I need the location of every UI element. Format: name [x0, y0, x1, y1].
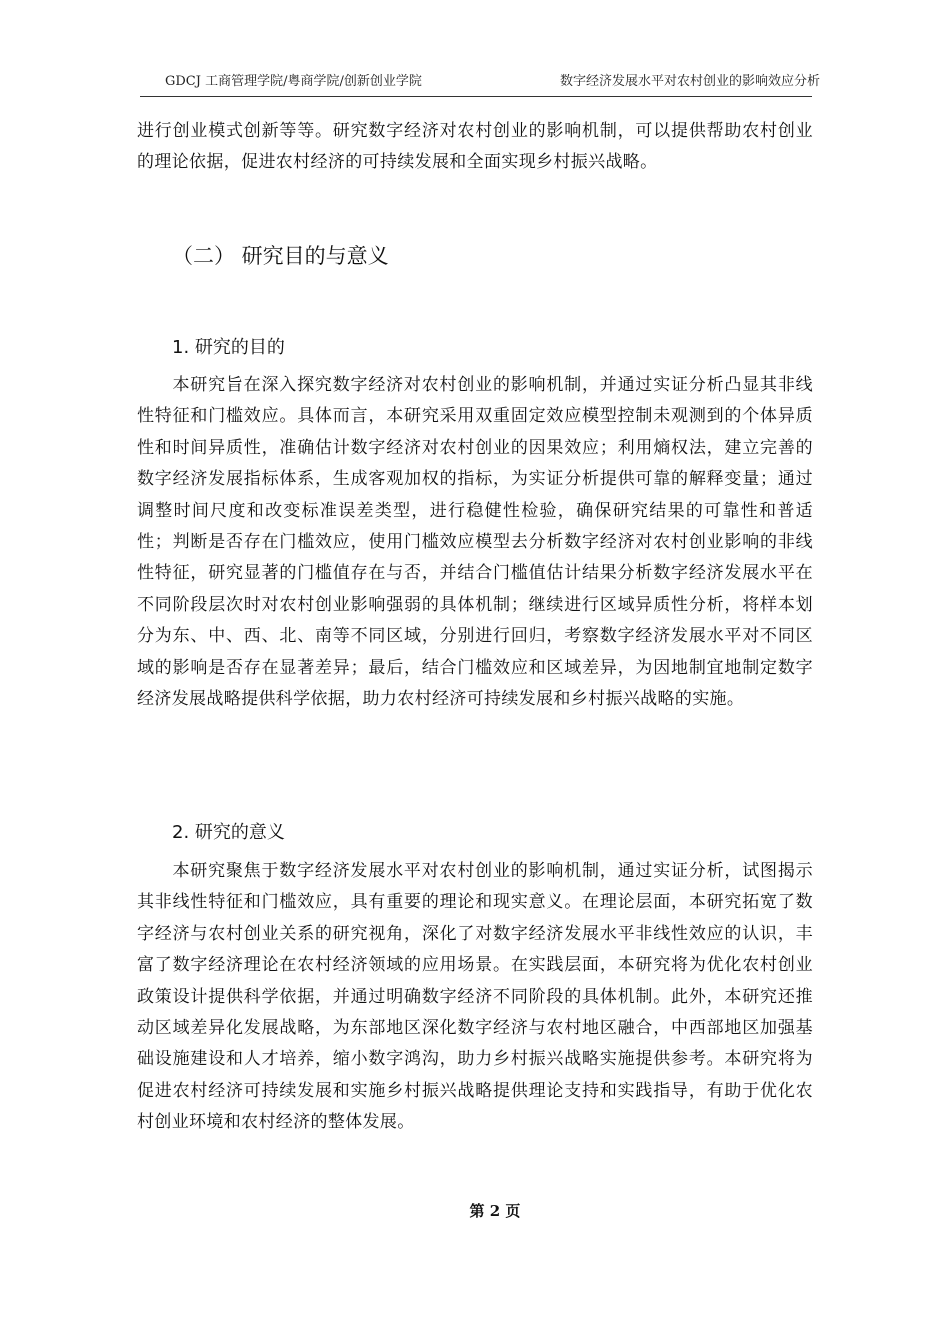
purpose-paragraph: 本研究旨在深入探究数字经济对农村创业的影响机制，并通过实证分析凸显其非线性特征和门槛效应。具体而言，本研究采用双重固定效应模型控制未观测到的个体异质性和时间异质性，准确估计数字经济对农村创业的因果效应；利用熵权法，建立完善的数字经济发展指标体系，生成客观加权的指标，为实证分析提供可靠的解释变量；通过调整时间尺度和改变标准误差类型，进行稳健性检验，确保研究结果的可靠性和普适性；判断是否存在门槛效应，使用门槛效应模型去分析数字经济对农村创业影响的非线性特征，研究显著的门槛值存在与否，并结合门槛值估计结果分析数字经济发展水平在不同阶段层次时对农村创业影响强弱的具体机制；继续进行区域异质性分析，将样本划分为东、中、西、北、南等不同区域，分别进行回归，考察数字经济发展水平对不同区域的影响是否存在显著差异；最后，结合门槛效应和区域差异，为因地制宜地制定数字经济发展战略提供科学依据，助力农村经济可持续发展和乡村振兴战略的实施。: [137, 375, 813, 710]
significance-paragraph: 本研究聚焦于数字经济发展水平对农村创业的影响机制，通过实证分析，试图揭示其非线性特征和门槛效应，具有重要的理论和现实意义。在理论层面，本研究拓宽了数字经济与农村创业关系的研究视角，深化了对数字经济发展水平非线性效应的认识，丰富了数字经济理论在农村经济领域的应用场景。在实践层面，本研究将为优化农村创业政策设计提供科学依据，并通过明确数字经济不同阶段的具体机制。此外，本研究还推动区域差异化发展战略，为东部地区深化数字经济与农村地区融合，中西部地区加强基础设施建设和人才培养，缩小数字鸿沟，助力乡村振兴战略实施提供参考。本研究将为促进农村经济可持续发展和实施乡村振兴战略提供理论支持和实践指导，有助于优化农村创业环境和农村经济的整体发展。: [137, 861, 813, 1133]
running-header: [140, 66, 820, 90]
header-divider: [140, 96, 812, 97]
page-number: 第 2 页: [469, 1202, 521, 1220]
subsection-heading-significance: 2. 研究的意义: [172, 822, 285, 843]
subsection-heading-purpose: 1. 研究的目的: [172, 337, 285, 358]
header-institution: GDCJ 工商管理学院/粤商学院/创新创业学院: [165, 74, 422, 89]
header-paper-title: 数字经济发展水平对农村创业的影响效应分析: [559, 74, 820, 89]
intro-paragraph: 进行创业模式创新等等。研究数字经济对农村创业的影响机制，可以提供帮助农村创业的理论依据，促进农村经济的可持续发展和全面实现乡村振兴战略。: [137, 121, 813, 173]
section-heading: （二） 研究目的与意义: [172, 244, 389, 268]
